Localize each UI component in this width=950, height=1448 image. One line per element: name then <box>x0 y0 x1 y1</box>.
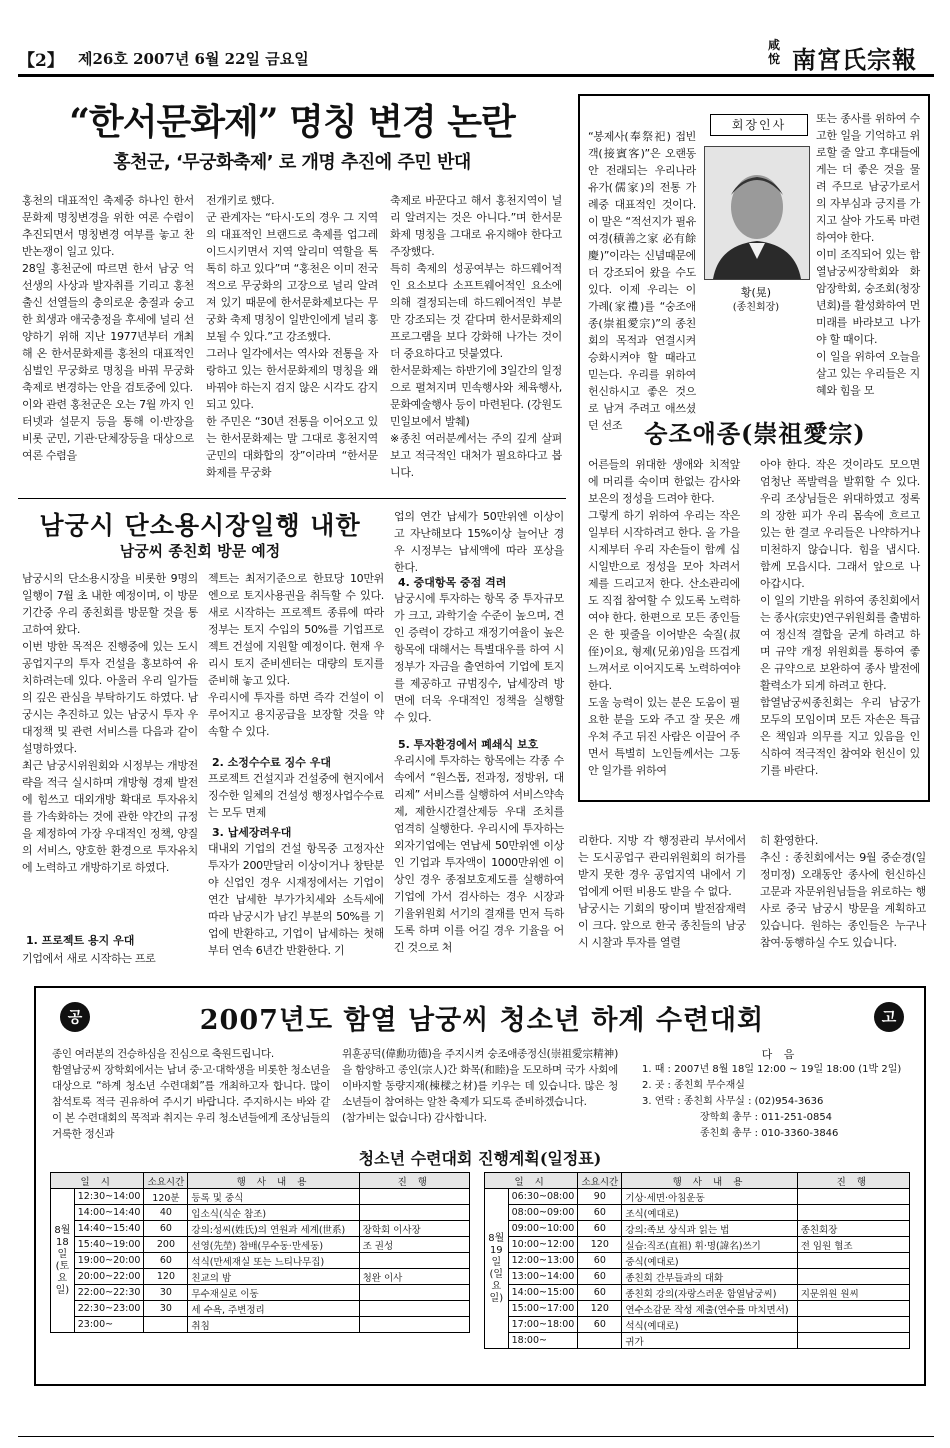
table-row <box>485 1269 910 1285</box>
paper-name: 南宮氏宗報 <box>792 45 917 74</box>
photo-role: (종친회장) <box>732 302 780 313</box>
leader-cell <box>359 1205 469 1221</box>
duration-cell: 60 <box>144 1221 188 1237</box>
leader-cell: 지문위원 원씨 <box>797 1285 909 1301</box>
day2-rows <box>485 1189 910 1349</box>
time-cell: 23:00~ <box>74 1317 144 1333</box>
article2-subtitle: 남궁씨 종친회 방문 예정 <box>119 542 281 560</box>
activity-cell: 종친회 간부들과의 대화 <box>622 1269 797 1285</box>
time-cell: 22:30~23:00 <box>74 1301 144 1317</box>
duration-cell: 120분 <box>144 1189 188 1205</box>
activity-cell: 세 수욕, 주변정리 <box>188 1301 359 1317</box>
page-number: 【2】 <box>18 51 64 71</box>
header-activity: 행 사 내 용 <box>188 1173 359 1189</box>
info-line-1: 1. 때 : 2007년 8월 18일 12:00 ~ 19일 18:00 (1박 2일) <box>642 1064 902 1075</box>
duration-cell: 60 <box>578 1205 622 1221</box>
notice-column-2: 위훈공덕(偉勳功德)을 주지시켜 숭조애종정신(崇祖愛宗精神)을 함양하고 종인(宗人)간 화목(和睦)을 도모하며 국가 사회에 이바지할 동량지재(棟樑之材)를 키우는 데 있습니다. 많은 청소년들이 참여하는 알찬 축제가 되도록 준비하겠습니다. (참가비는 없습니다) 감사합니다. <box>342 1048 618 1124</box>
table-row <box>485 1253 910 1269</box>
info-line-3: 3. 연락 : 종친회 사무실 : (02)954-3636 <box>642 1096 824 1107</box>
greeting-column-right: 또는 종사를 위하여 수고한 일을 기억하고 위로할 줄 알고 후대들에게는 더 좋은 것을 물려 주므로 남궁가로서의 자부심과 긍지를 가지고 살아 가도록 마련하여야 한다. 이미 조직되어 있는 함열남궁씨장학회와 화암장학회, 숭조회(청장년회)를 활성화하여 먼 미래를 바라보고 나가야 할 때이다. 이 일을 위하여 오늘을 살고 있는 우리들은 지혜와 힘을 모 <box>816 112 920 397</box>
table-row <box>485 1189 910 1205</box>
article2-column-2: 젝트는 최저기준으로 한묘당 10만위엔으로 토지사용권을 취득할 수 있다. 새로 시작하는 프로젝트 종류에 따라 정부는 토지 수입의 50%를 기업프로젝트 건설에 지원할 예정이다. 현재 우리시 토지 준비센터는 대량의 토지를 준비해 놓고 있다. 우리시에 투자를 하면 즉각 건설이 이루어지고 용지공급을 보장할 것을 약속할 수 있다. <box>208 572 384 738</box>
time-cell: 14:00~14:40 <box>74 1205 144 1221</box>
leader-cell: 청완 이사 <box>359 1269 469 1285</box>
article2-col3-para-2: 우리시에 투자하는 항목에는 각종 수속에서 “원스톱, 전과정, 정방위, 대리제” 서비스를 실행하여 서비스약속제, 제한시간결산제등 우대 조치를 엄격히 실행한다. 우리시에 투자하는 외자기업에는 연납세 50만위엔 이상인 기업과 투자액이 1000만위엔 이상인 경우 종점보호제도를 실행하여 기업에 가서 검사하는 경우 시장과 기율위원회 서기의 결재를 먼저 득하도록 하며 이를 어길 경우 기율을 어긴 것으로 처 <box>394 754 564 954</box>
duration-cell: 90 <box>578 1189 622 1205</box>
activity-cell: 무수재실로 이동 <box>188 1285 359 1301</box>
notice-column-1: 종인 여러분의 건승하심을 진심으로 축원드립니다. 함열남궁씨 장학회에서는 남녀 중·고·대학생을 비롯한 청소년을 대상으로 “하계 청소년 수련대회”를 개최하고자 합니다. 많이 참석토록 적극 권유하여 주시기 바랍니다. 주지하시는 바와 같이 본 수련대회의 목적과 취지는 우리 청소년들에게 조상님들의 거룩한 정신과 <box>52 1048 330 1140</box>
activity-cell: 강의:족보 상식과 읽는 법 <box>622 1221 797 1237</box>
table-row <box>51 1301 470 1317</box>
table-row <box>51 1269 470 1285</box>
article2-column-5: 히 환영한다. 추신 : 종친회에서는 9월 중순경(일정미정) 오래동안 종사에 헌신하신 고문과 자문위원님들을 위로하는 행사로 중국 남궁시 방문을 계획하고 있습니다. 원하는 종인들은 누구나 참여·동행하실 수도 있습니다. <box>760 834 926 949</box>
article2-col1-heading: 1. 프로젝트 용지 우대 <box>26 934 135 947</box>
issue-date: 제26호 2007년 6월 22일 금요일 <box>78 50 309 68</box>
notice-badge-left: 공 <box>60 1002 90 1032</box>
activity-cell: 조식(예대로) <box>622 1205 797 1221</box>
table-row <box>485 1237 910 1253</box>
duration-cell: 120 <box>578 1237 622 1253</box>
activity-cell: 취침 <box>188 1317 359 1333</box>
activity-cell: 중식(예대로) <box>622 1253 797 1269</box>
table-row <box>485 1333 910 1349</box>
leader-cell <box>797 1301 909 1317</box>
article2-column-3: 업의 연간 납세가 50만위엔 이상이고 자난해보다 15%이상 늘어난 경우 시정부는 납세액에 따라 포상을 한다. <box>394 510 564 574</box>
article2-col3-heading-1: 4. 중대항목 중점 격려 <box>398 576 507 589</box>
table-row <box>51 1205 470 1221</box>
duration-cell: 60 <box>578 1253 622 1269</box>
article2-title: 남궁시 단소용시장일행 내한 <box>39 511 361 540</box>
duration-cell: 60 <box>578 1317 622 1333</box>
leader-cell <box>359 1317 469 1333</box>
photo-caption: 황(晃) <box>740 286 772 299</box>
motto-title: 숭조애종(崇祖愛宗) <box>644 419 866 448</box>
duration-cell: 60 <box>578 1221 622 1237</box>
footer-rule <box>18 1436 934 1437</box>
header-time: 일 시 <box>485 1173 578 1189</box>
article2-column-1: 남궁시의 단소용시장을 비롯한 9명의 일행이 7월 초 내한 예정이며, 이 방문 기간중 우리 종친회를 방문할 것을 통고하여 왔다. 이번 방한 목적은 진행중에 있는 도시공업지구의 투자 건설을 홍보하여 유치하려는데 있다. 아울러 우리 일가들의 깊은 관심을 부탁하기도 하였다. 남궁시는 추진하고 있는 남궁시 투자 우대정책 및 관련 서비스를 다음과 같이 설명하였다. 최근 남궁시위원회와 시정부는 개방전략을 적극 실시하며 개방형 경제 발전에 힘쓰고 대외개방 확대로 투자유치를 가속화하는 것에 관한 약간의 규정을 제정하여 가장 우대적인 정책, 양질의 서비스, 양호한 환경으로 투자유치에 노력하고 개방하기로 하였다. <box>22 572 198 874</box>
time-cell: 08:00~09:00 <box>508 1205 578 1221</box>
header-duration: 소요시간 <box>144 1173 188 1189</box>
time-cell: 17:00~18:00 <box>508 1317 578 1333</box>
article1-title: “한서문화제” 명칭 변경 논란 <box>69 101 515 143</box>
article-divider <box>18 498 566 499</box>
table-row <box>485 1205 910 1221</box>
schedule-day1 <box>50 1172 470 1333</box>
article2-col2-para-2: 대내외 기업의 건설 항목중 고정자산투자가 200만달러 이상이거나 창탄분야 신업인 경우 시재정에서는 기업이 연간 납세한 부가가치세와 소득세에 따라 남궁시가 남긴 부분의 50%를 기업에 반환하고, 기업이 납세하는 첫해부터 연속 6년간 반환한다. 기 <box>208 842 384 957</box>
article2-col2-para-1: 프로젝트 건설지과 건설중에 현지에서 징수한 일체의 건설성 행정사업수수료는 모두 면제 <box>208 772 384 819</box>
leader-cell: 장학회 이사장 <box>359 1221 469 1237</box>
article2-col2-heading-1: 2. 소정수수료 징수 우대 <box>212 756 331 769</box>
time-cell: 12:30~14:00 <box>74 1189 144 1205</box>
activity-cell: 석식(예대로) <box>622 1317 797 1333</box>
day1-rows <box>51 1189 470 1333</box>
info-heading: 다 음 <box>761 1048 799 1061</box>
duration-cell: 30 <box>144 1301 188 1317</box>
time-cell: 20:00~22:00 <box>74 1269 144 1285</box>
leader-cell: 종친회장 <box>797 1221 909 1237</box>
schedule-table-day2 <box>484 1172 910 1349</box>
header-leader: 진 행 <box>359 1173 469 1189</box>
greeting-column-lower <box>588 322 812 408</box>
greeting-column-bottom-right: 아야 한다. 작은 것이라도 모으면 엄청난 폭발력을 발휘할 수 있다. 우리 조상님들은 위대하였고 정록의 장한 피가 우리 몸속에 흐르고 있는 한 결코 우리들은 나약하거나 미천하지 않습니다. 힘을 냅시다. 함께 모읍시다. 그래서 앞으로 나아갑시다. 이 일의 기반을 위하여 종친회에서는 종사(宗史)연구위원회를 출범하여 정신적 결합을 굳게 하려고 하며 규약 개정 위원회를 통하여 좋은 규약으로 보완하여 종사 발전에 활력소가 되게 하려고 한다. 함열남궁씨종친회는 우리 남궁가 모두의 모임이며 모든 자손은 특급은 책임과 의무를 지고 있음을 인식하여 적극적인 참여와 헌신이 있기를 바란다. <box>760 458 920 777</box>
article1-column-3: 축제로 바꾼다고 해서 홍천지역이 널리 알려지는 것은 아니다.”며 한서문화제 명칭을 그대로 유지해야 한다고 주장했다. 특히 축제의 성공여부는 하드웨어적인 요소보다 소프트웨어적인 요소에 의해 결정되는데 하드웨어적인 부분만 강조되는 것 같다며 한서문화제의 프로그램을 보다 강화해 나가는 것이 더 중요하다고 덧붙였다. 한서문화제는 하반기에 3일간의 일정으로 펼쳐지며 민속행사와 체육행사, 문화예술행사 등이 마련된다. (강원도민일보에서 발췌) ※종친 여러분께서는 주의 깊게 살펴보고 적극적인 대처가 필요하다고 봅니다. <box>390 194 562 479</box>
duration-cell: 60 <box>578 1285 622 1301</box>
activity-cell: 종친회 강의(자랑스러운 함열남궁씨) <box>622 1285 797 1301</box>
info-line-2: 2. 곳 : 종친회 무수재실 <box>642 1080 745 1091</box>
article2-col2-heading-2: 3. 납세장려우대 <box>212 826 292 839</box>
leader-cell: 전 임원 협조 <box>797 1237 909 1253</box>
duration-cell: 60 <box>144 1253 188 1269</box>
time-cell: 15:40~19:00 <box>74 1237 144 1253</box>
activity-cell: 귀가 <box>622 1333 797 1349</box>
leader-cell: 조 권성 <box>359 1237 469 1253</box>
duration-cell: 60 <box>578 1269 622 1285</box>
notice-badge-right: 고 <box>874 1002 904 1032</box>
leader-cell <box>797 1269 909 1285</box>
info-line-4: 장학회 총무 : 011-251-0854 <box>700 1112 833 1123</box>
leader-cell <box>797 1317 909 1333</box>
activity-cell: 강의:성씨(姓氏)의 연원과 세계(世系) <box>188 1221 359 1237</box>
table-row <box>51 1285 470 1301</box>
article1-column-2: 전개키로 했다. 군 관계자는 “타시·도의 경우 그 지역의 대표적인 브랜드로 축제를 업그레이드시키면서 지역 알리미 역할을 톡톡히 하고 있다”며 “홍천은 이미 전국적으로 무궁화의 고장으로 널리 알려져 있기 때문에 한서문화제보다는 무궁화 축제 명칭이 일반인에게 널리 홍보될 수 있다.”고 강조했다. 그러나 일각에서는 역사와 전통을 자랑하고 있는 한서문화제의 명칭을 왜 바꿔야 하는지 검지 않은 시각도 감지되고 있다. 한 주민은 “30년 전통을 이어오고 있는 한서문화제는 말 그대로 홍천지역 군민의 대화합의 장”이라며 “한서문화제를 무궁화 <box>206 194 378 479</box>
leader-cell <box>359 1301 469 1317</box>
table-row <box>51 1317 470 1333</box>
notice-title: 2007년도 함열 남궁씨 청소년 하계 수련대회 <box>199 1005 765 1036</box>
header-leader: 진 행 <box>797 1173 909 1189</box>
duration-cell: 200 <box>144 1237 188 1253</box>
day-label: 8월18일(토요일) <box>51 1189 75 1333</box>
time-cell: 14:00~15:00 <box>508 1285 578 1301</box>
table-row <box>51 1189 470 1205</box>
table-row <box>485 1285 910 1301</box>
header-activity: 행 사 내 용 <box>622 1173 797 1189</box>
activity-cell: 친교의 밤 <box>188 1269 359 1285</box>
activity-cell: 등록 및 중식 <box>188 1189 359 1205</box>
schedule-title: 청소년 수련대회 진행계획(일정표) <box>358 1149 602 1168</box>
activity-cell: 실습:직조(直祖) 휘·명(諱名)쓰기 <box>622 1237 797 1253</box>
header-rule <box>18 74 934 77</box>
time-cell: 18:00~ <box>508 1333 578 1349</box>
header-time: 일 시 <box>51 1173 144 1189</box>
leader-cell <box>797 1205 909 1221</box>
table-row <box>51 1221 470 1237</box>
article1-column-1: 홍천의 대표적인 축제중 하나인 한서문화제 명칭변경을 위한 여론 수렴이 추진되면서 명칭변경 여부를 놓고 찬반논쟁이 일고 있다. 28일 홍천군에 따르면 한서 남궁 억선생의 사상과 발자취를 기리고 홍천출신 선열들의 충의로운 충절과 숭고한 희생과 애국충정을 후세에 널리 선양하기 위해 지난 1977년부터 개최해 온 한서문화제를 홍천의 대표적인 심벌인 무궁화로 명칭을 바꿔 무궁화 축제로 변경하는 안을 검토중에 있다. 이와 관련 홍천군은 오는 7월 까지 인터넷과 설문지 등을 통해 이·반장을 비롯 군민, 기관·단체장등을 대상으로 여론 수렴을 <box>22 194 194 462</box>
duration-cell: 30 <box>144 1285 188 1301</box>
activity-cell: 연수소감문 작성 제출(연수를 마치면서) <box>622 1301 797 1317</box>
duration-cell <box>144 1317 188 1333</box>
schedule-day2 <box>484 1172 910 1349</box>
duration-cell: 40 <box>144 1205 188 1221</box>
time-cell: 14:40~15:40 <box>74 1221 144 1237</box>
table-row <box>485 1317 910 1333</box>
time-cell: 15:00~17:00 <box>508 1301 578 1317</box>
article1-subtitle: 홍천군, ‘무궁화축제’ 로 개명 추진에 주민 반대 <box>113 152 471 173</box>
header-duration: 소요시간 <box>578 1173 622 1189</box>
activity-cell: 기상·세면·아침운동 <box>622 1189 797 1205</box>
leader-cell <box>359 1189 469 1205</box>
table-row <box>485 1301 910 1317</box>
duration-cell: 120 <box>144 1269 188 1285</box>
article2-col3-heading-2: 5. 투자환경에서 폐쇄식 보호 <box>398 738 539 751</box>
greeting-column-bottom-left: 어른들의 위대한 생애와 치적앞에 머리를 숙이며 한없는 감사와 보은의 정성을 드려야 한다. 그렇게 하기 위하여 우리는 작은 일부터 시작하려고 한다. 올 가을 시제부터 우리 자손들이 함께 십시일반으로 정성을 모아 차려서 제를 드리고저 한다. 산소관리에도 직접 참여할 수 있도록 노력하여야 한다. 한편으로 모든 종인들은 한 핏줄을 이어받은 숙질(叔侄)이요, 형제(兄弟)임을 뜨겁게 느껴서로 이어지도록 노력하여야 한다. 도울 능력이 있는 분은 도움이 필요한 분을 도와 주고 잘 못은 깨우쳐 주고 뒤진 사람은 이끌어 주면서 특별히 노인들께서는 그동안 일가를 위하여 <box>588 458 740 777</box>
chairman-photo <box>704 146 810 280</box>
leader-cell <box>359 1285 469 1301</box>
activity-cell: 석식(만세재실 또는 느티나무집) <box>188 1253 359 1269</box>
greeting-label: 회장인사 <box>710 114 808 136</box>
leader-cell <box>797 1253 909 1269</box>
greeting-column-left: “봉제사(奉祭祀) 접빈객(接賓客)”은 오랜동안 전래되는 우리나라 유가(儒家)의 전통 가례중 대표적인 것이다. 이 말은 “적선지가 필유여경(積善之家 必有餘慶)”이라는 신념때문에 더 강조되어 왔을 수도 있다. 이제 우리는 이 가례(家禮)를 “숭조애종(崇祖愛宗)”의 종친회의 목적과 연결시켜 승화시켜야 할 때라고 믿는다. 우리를 위하여 헌신하시고 좋은 것으로 남겨 주려고 애쓰셨던 선조 <box>588 130 696 432</box>
table-row <box>51 1253 470 1269</box>
paper-motto: 咸悅 <box>768 38 781 66</box>
info-line-5: 종친회 총무 : 010-3360-3846 <box>700 1128 839 1139</box>
duration-cell: 120 <box>578 1301 622 1317</box>
table-row <box>51 1237 470 1253</box>
duration-cell <box>578 1333 622 1349</box>
time-cell: 12:00~13:00 <box>508 1253 578 1269</box>
time-cell: 22:00~22:30 <box>74 1285 144 1301</box>
article2-col1-tail: 기업에서 새로 시작하는 프로 <box>22 952 156 965</box>
time-cell: 09:00~10:00 <box>508 1221 578 1237</box>
time-cell: 13:00~14:00 <box>508 1269 578 1285</box>
schedule-table-day1 <box>50 1172 470 1333</box>
table-row <box>485 1221 910 1237</box>
article2-col3-para-1: 남궁시에 투자하는 항목 중 투자규모가 크고, 과학기술 수준이 높으며, 견인 증력이 강하고 재정기여율이 높은 항목에 대해서는 특별대우를 하여 시정부가 자금을 출연하여 기업에 토지를 제공하고 규범징수, 납세장려 방면에 더욱 우대적인 정책을 실행할 수 있다. <box>394 592 564 724</box>
day-label: 8월19일(일요일) <box>485 1189 509 1349</box>
leader-cell <box>359 1253 469 1269</box>
article2-column-4: 리한다. 지방 각 행정관리 부서에서는 도시공업구 관리위원회의 허가를 받지 못한 경우 공업지역 내에서 기업에게 어떤 비용도 받을 수 없다. 남궁시는 기회의 땅이며 발전잠재력이 크다. 앞으로 한국 종친들의 남궁시 시찰과 투자를 열렬 <box>578 834 746 949</box>
time-cell: 19:00~20:00 <box>74 1253 144 1269</box>
time-cell: 10:00~12:00 <box>508 1237 578 1253</box>
activity-cell: 입소식(식순 참조) <box>188 1205 359 1221</box>
activity-cell: 선영(先塋) 참배(무수동·만세동) <box>188 1237 359 1253</box>
leader-cell <box>797 1333 909 1349</box>
time-cell: 06:30~08:00 <box>508 1189 578 1205</box>
leader-cell <box>797 1189 909 1205</box>
